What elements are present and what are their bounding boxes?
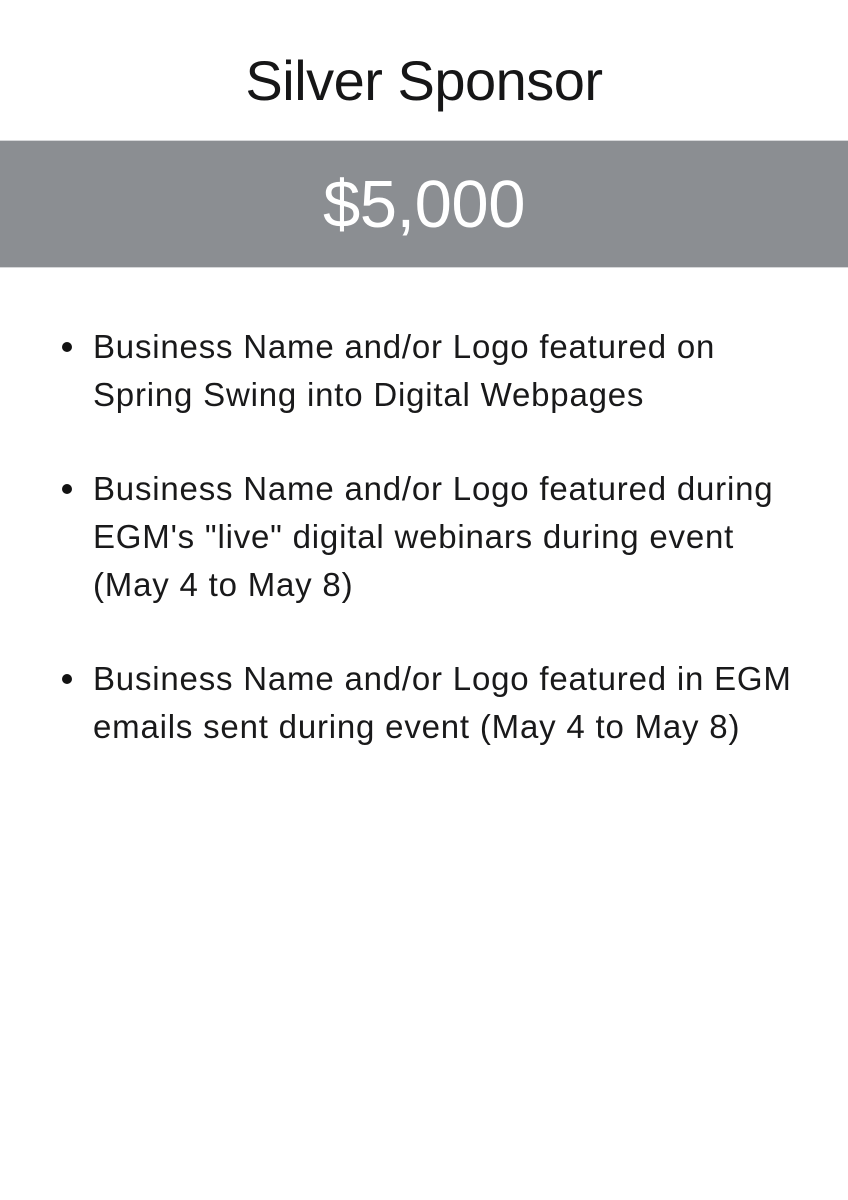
bullet-dot-icon [62,484,72,494]
benefit-text: Business Name and/or Logo featured on Spring Swing into Digital Webpages [93,328,716,413]
benefit-text: Business Name and/or Logo featured in EGM emails sent during event (May 4 to May 8) [93,660,792,745]
list-item [93,465,803,609]
page-title: Silver Sponsor [245,49,603,112]
list-item [93,655,803,751]
price-text: $5,000 [323,166,525,242]
bullet-dot-icon [62,342,72,352]
benefit-text: Business Name and/or Logo featured during EGM's "live" digital webinars during event (May 4 to May 8) [93,470,774,603]
list-item [93,323,803,419]
benefit-list [93,323,803,751]
price-banner [0,140,848,268]
bullet-dot-icon [62,674,72,684]
